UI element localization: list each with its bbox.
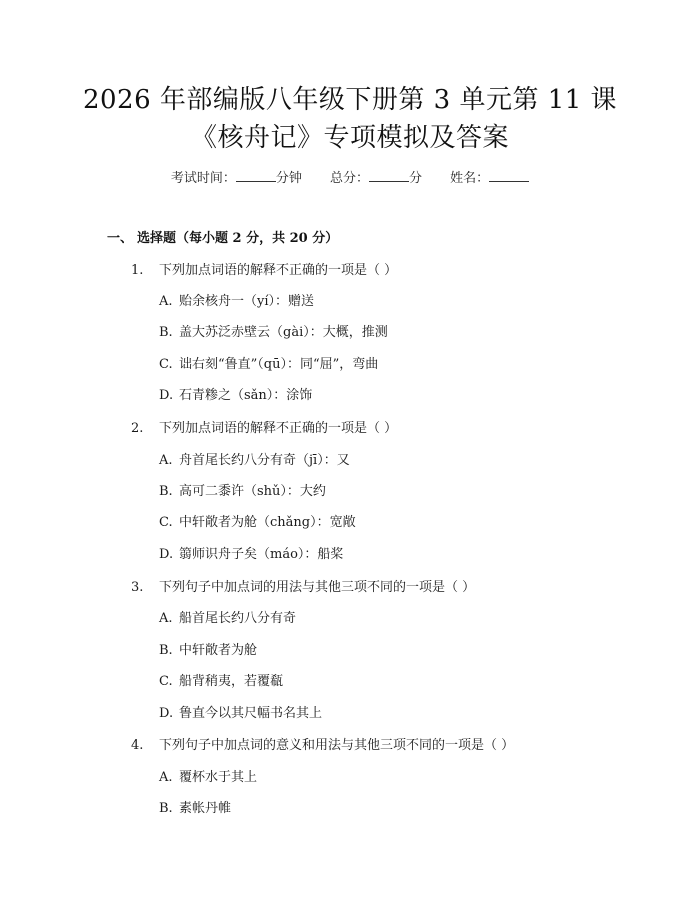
option-letter: A. bbox=[159, 453, 173, 468]
question-1 bbox=[131, 261, 397, 281]
option-text: 中轩敞者为舱 bbox=[179, 643, 258, 658]
question-1-option-a bbox=[159, 292, 314, 312]
question-4 bbox=[131, 736, 514, 756]
student-name-blank bbox=[489, 168, 529, 182]
option-letter: D. bbox=[159, 388, 174, 403]
question-2-option-a bbox=[159, 451, 350, 471]
exam-time-label: 考试时间： bbox=[170, 171, 236, 186]
question-3-option-b bbox=[159, 641, 257, 661]
option-letter: C. bbox=[159, 515, 173, 530]
question-2 bbox=[131, 419, 397, 439]
question-text: 下列加点词语的解释不正确的一项是（ ） bbox=[159, 421, 398, 436]
exam-info-row bbox=[0, 168, 700, 189]
question-number: 3. bbox=[131, 580, 144, 595]
option-letter: D. bbox=[159, 547, 174, 562]
option-letter: A. bbox=[159, 294, 173, 309]
option-text: 舟首尾长约八分有奇（jī）：又 bbox=[179, 453, 350, 468]
question-text: 下列加点词语的解释不正确的一项是（ ） bbox=[159, 263, 398, 278]
question-number: 1. bbox=[131, 263, 144, 278]
question-1-option-b bbox=[159, 323, 388, 343]
question-1-option-d bbox=[159, 386, 312, 406]
total-score-label: 总分： bbox=[329, 171, 369, 186]
option-letter: A. bbox=[159, 770, 173, 785]
question-3-option-c bbox=[159, 672, 283, 692]
option-letter: B. bbox=[159, 484, 173, 499]
option-text: 石青糁之（sǎn）：涂饰 bbox=[179, 388, 313, 403]
option-text: 篛师识舟子矣（máo）：船桨 bbox=[179, 547, 344, 562]
option-text: 高可二黍许（shǔ）：大约 bbox=[179, 484, 326, 499]
option-text: 诎右刻“鲁直”（qū）：同“屈”，弯曲 bbox=[179, 357, 379, 372]
option-text: 中轩敞者为舱（chǎng）：宽敞 bbox=[179, 515, 356, 530]
option-text: 盖大苏泛赤壁云（gài）：大概，推测 bbox=[179, 325, 388, 340]
question-3 bbox=[131, 578, 475, 598]
section-heading bbox=[107, 229, 338, 249]
question-1-option-c bbox=[159, 355, 378, 375]
document-title-line-2: 《核舟记》专项模拟及答案 bbox=[190, 123, 509, 153]
student-name-label: 姓名： bbox=[450, 171, 490, 186]
option-letter: B. bbox=[159, 325, 173, 340]
question-2-option-c bbox=[159, 513, 356, 533]
total-score-blank bbox=[369, 168, 409, 182]
question-2-option-b bbox=[159, 482, 326, 502]
total-score-field bbox=[330, 171, 426, 186]
option-text: 鲁直今以其尺幅书名其上 bbox=[179, 706, 323, 721]
question-text: 下列句子中加点词的用法与其他三项不同的一项是（ ） bbox=[159, 580, 476, 595]
question-number: 4. bbox=[131, 738, 144, 753]
question-2-option-d bbox=[159, 545, 343, 565]
question-3-option-a bbox=[159, 609, 296, 629]
question-4-option-b bbox=[159, 799, 231, 819]
question-number: 2. bbox=[131, 421, 144, 436]
exam-time-unit: 分钟 bbox=[275, 171, 302, 186]
question-4-option-a bbox=[159, 768, 257, 788]
option-letter: A. bbox=[159, 611, 173, 626]
exam-time-field bbox=[171, 171, 306, 186]
section-title: 选择题（每小题 2 分，共 20 分） bbox=[137, 231, 339, 246]
option-letter: D. bbox=[159, 706, 174, 721]
option-letter: B. bbox=[159, 801, 173, 816]
option-text: 素帐丹帷 bbox=[179, 801, 232, 816]
option-text: 船背稍夷，若覆瓻 bbox=[179, 674, 284, 689]
total-score-unit: 分 bbox=[409, 171, 423, 186]
option-letter: C. bbox=[159, 357, 173, 372]
section-number: 一、 bbox=[107, 231, 134, 246]
option-text: 贻余核舟一（yí）：赠送 bbox=[179, 294, 315, 309]
student-name-field bbox=[450, 171, 529, 186]
exam-time-blank bbox=[236, 168, 276, 182]
question-text: 下列句子中加点词的意义和用法与其他三项不同的一项是（ ） bbox=[159, 738, 515, 753]
document-title-line-1: 2026 年部编版八年级下册第 3 单元第 11 课 bbox=[82, 85, 618, 115]
option-letter: C. bbox=[159, 674, 173, 689]
option-text: 船首尾长约八分有奇 bbox=[179, 611, 297, 626]
question-3-option-d bbox=[159, 704, 322, 724]
option-text: 覆杯水于其上 bbox=[179, 770, 258, 785]
option-letter: B. bbox=[159, 643, 173, 658]
